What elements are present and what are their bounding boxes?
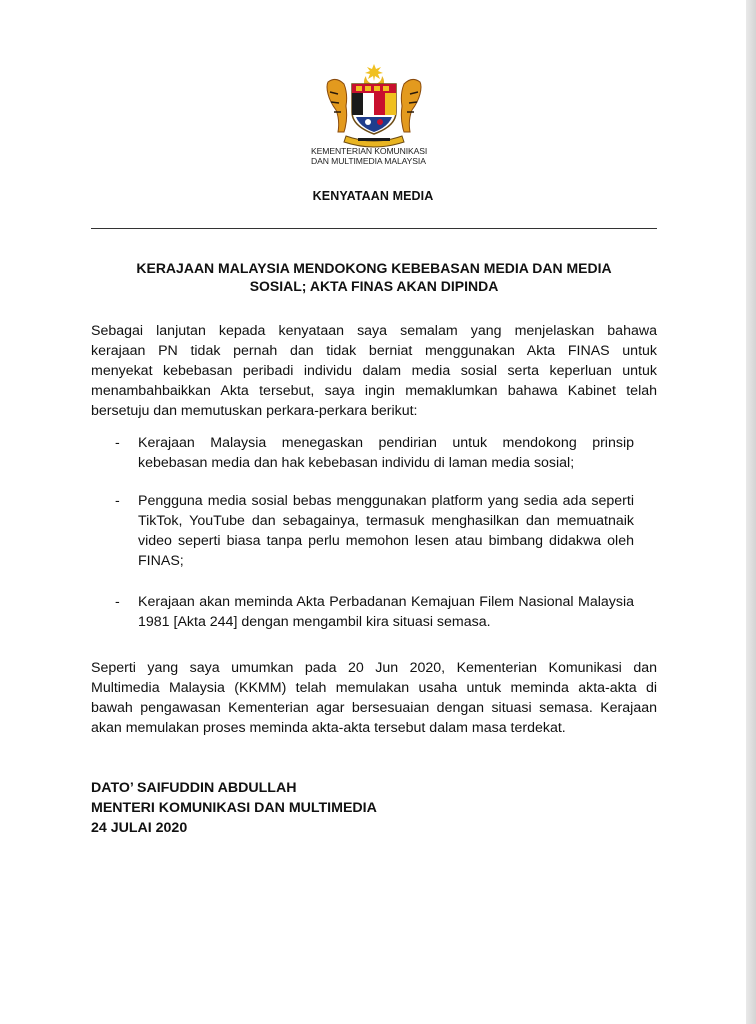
press-release-title <box>91 259 657 295</box>
bullet-dash: - <box>115 493 120 509</box>
intro-line: Sebagai lanjutan kepada kenyataan saya semalam yang menjelaskan bahawa <box>91 323 657 339</box>
closing-line: bawah pengawasan Kementerian agar bersesuaian dengan situasi semasa. Kerajaan <box>91 700 657 716</box>
closing-line: akan memulakan proses meminda akta-akta tersebut dalam masa terdekat. <box>91 720 566 736</box>
signatory-name: DATO’ SAIFUDDIN ABDULLAH <box>91 780 297 796</box>
ministry-line-1: KEMENTERIAN KOMUNIKASI <box>311 146 428 156</box>
bullet-line: 1981 [Akta 244] dengan mengambil kira situasi semasa. <box>138 614 491 630</box>
signatory-position: MENTERI KOMUNIKASI DAN MULTIMEDIA <box>91 800 377 816</box>
title-line-1: KERAJAAN MALAYSIA MENDOKONG KEBEBASAN MEDIA DAN MEDIA <box>136 260 612 276</box>
intro-line: menyekat kebebasan peribadi individu dalam media sosial serta keperluan untuk <box>91 363 657 379</box>
bullet-line: Kerajaan akan meminda Akta Perbadanan Kemajuan Filem Nasional Malaysia <box>138 594 634 610</box>
statement-date: 24 JULAI 2020 <box>91 820 188 836</box>
bullet-dash: - <box>115 435 120 451</box>
bullet-dash: - <box>115 594 120 610</box>
statement-type-heading: KENYATAAN MEDIA <box>312 189 434 203</box>
bullet-line: kebebasan media dan hak kebebasan individu di laman media sosial; <box>138 455 575 471</box>
closing-line: Seperti yang saya umumkan pada 20 Jun 2020, Kementerian Komunikasi dan <box>91 660 657 676</box>
ministry-line-2: DAN MULTIMEDIA MALAYSIA <box>311 156 426 166</box>
bullet-line: Kerajaan Malaysia menegaskan pendirian untuk mendokong prinsip <box>138 435 634 451</box>
intro-paragraph <box>91 321 657 421</box>
bullet-line: Pengguna media sosial bebas menggunakan platform yang sedia ada seperti <box>138 493 634 509</box>
page-edge-shadow <box>746 0 756 1024</box>
coat-of-arms-icon <box>318 62 430 148</box>
bullet-line: FINAS; <box>138 553 184 569</box>
intro-line: menambahbaikkan Akta tersebut, saya ingin memaklumkan bahawa Kabinet telah <box>91 383 657 399</box>
signature-block <box>91 778 657 838</box>
intro-line: bersetuju dan memutuskan perkara-perkara berikut: <box>91 403 418 419</box>
intro-line: kerajaan PN tidak pernah dan tidak berniat menggunakan Akta FINAS untuk <box>91 343 657 359</box>
bullet-line: video seperti biasa tanpa perlu memohon lesen atau bimbang didakwa oleh <box>138 533 634 549</box>
closing-line: Multimedia Malaysia (KKMM) telah memulakan usaha untuk meminda akta-akta di <box>91 680 657 696</box>
ministry-name <box>311 146 451 166</box>
divider-line <box>91 228 657 229</box>
bullet-line: TikTok, YouTube dan sebagainya, termasuk menghasilkan dan memuatnaik <box>138 513 634 529</box>
title-line-2: SOSIAL; AKTA FINAS AKAN DIPINDA <box>249 278 499 294</box>
closing-paragraph <box>91 658 657 738</box>
